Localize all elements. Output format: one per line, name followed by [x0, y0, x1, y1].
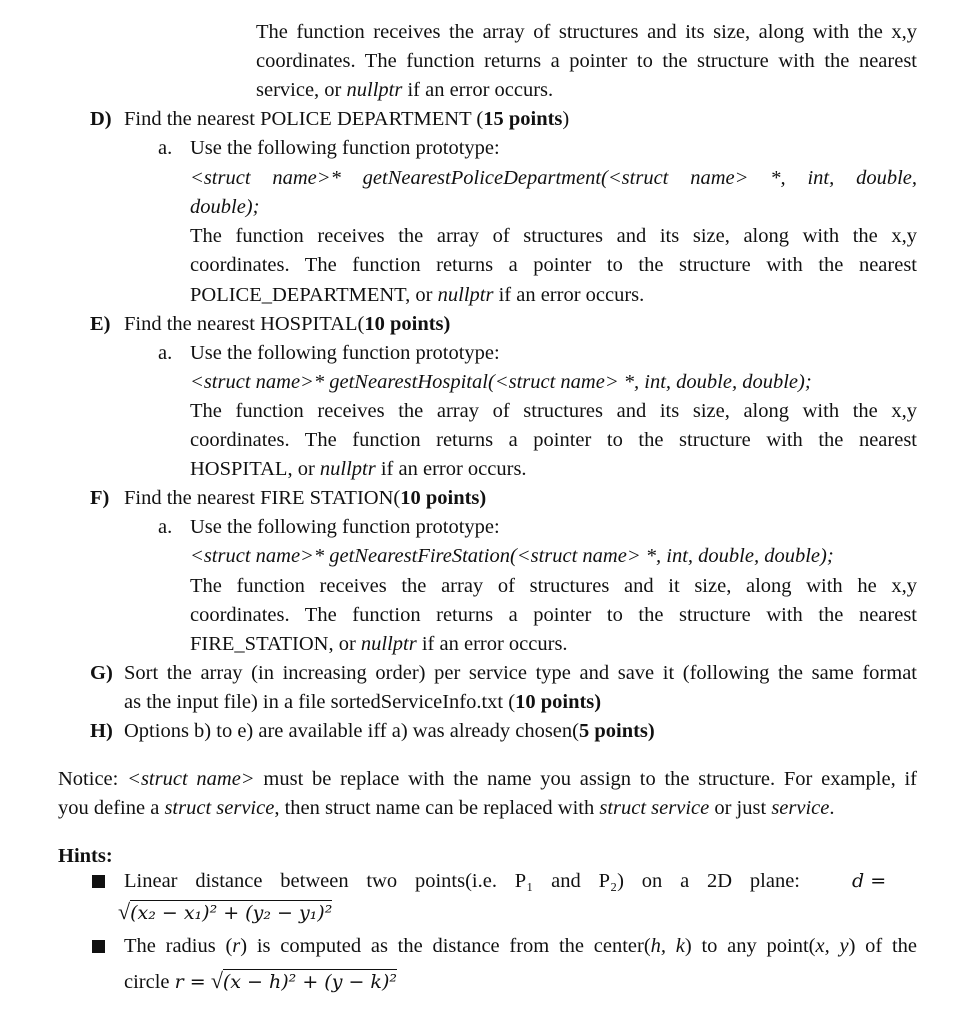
section-d-label: D) [90, 108, 112, 130]
hint-1-radicand: (x₂ − x₁)² + (y₂ − y₁)² [130, 902, 333, 924]
section-e-title-end: ) [443, 313, 451, 335]
section-f-sublabel: a. [158, 516, 173, 538]
section-d-desc-3a: POLICE_DEPARTMENT, or [190, 284, 438, 306]
hint-2-hk: h, k [650, 935, 685, 957]
section-e-desc-3c: if an error occurs. [375, 458, 527, 480]
section-h-text [124, 717, 655, 746]
section-g-line-1: Sort the array (in increasing order) per service type and save it (following the same format [124, 662, 917, 684]
sqrt-icon-1 [118, 897, 332, 928]
section-d-proto-text-2: double); [190, 196, 260, 218]
sqrt-icon-2 [211, 966, 397, 997]
section-d-title-end: ) [562, 108, 570, 130]
section-f-proto-text-1: <struct name>* getNearestFireStation(<struct name> *, int, double, double); [190, 545, 834, 567]
hint-2-circle-label: circle [124, 971, 175, 993]
section-e-prototype-1 [190, 368, 812, 397]
notice-line-2 [58, 794, 834, 823]
section-h-label: H) [90, 720, 113, 742]
hint-2-r-equals: r = [174, 971, 206, 993]
section-f-points: 10 points [400, 487, 480, 509]
section-f-title [124, 484, 486, 513]
section-f-title-text: Find the nearest FIRE STATION( [124, 487, 401, 509]
section-e-sublabel: a. [158, 342, 173, 364]
section-e-desc-1: The function receives the array of structures and its size, along with the x,y [190, 400, 917, 422]
notice-text-2: you define a [58, 797, 165, 819]
section-e-points: 10 points [364, 313, 444, 335]
bullet-icon-1 [92, 875, 105, 888]
intro-text-2: coordinates. The function returns a pointer to the structure with the nearest [256, 50, 917, 72]
hint-2-xy: x, y [815, 935, 849, 957]
hint-1-eq [852, 867, 886, 896]
section-f-title-end: ) [479, 487, 487, 509]
section-e-title [124, 310, 450, 339]
section-d-desc-1: The function receives the array of structures and its size, along with the x,y [190, 225, 917, 247]
radical-sign-icon-2: √ [210, 968, 223, 993]
hint-1-d-equals: d = [852, 870, 887, 892]
notice-prefix: Notice: [58, 768, 128, 790]
section-g-line-2a: as the input file) in a file sortedServiceInfo.txt ( [124, 691, 516, 713]
hints-title: Hints: [58, 845, 113, 867]
section-e-desc-3a: HOSPITAL, or [190, 458, 320, 480]
section-h-text-c: ) [647, 720, 655, 742]
radical-sign-icon: √ [118, 899, 131, 924]
section-h-text-a: Options b) to e) are available iff a) was already chosen( [124, 720, 579, 742]
notice-line-1 [58, 765, 917, 794]
intro-text-3c: if an error occurs. [402, 79, 554, 101]
hint-2-line-1 [124, 932, 917, 961]
notice-text-1: must be replace with the name you assign to the structure. For example, if [254, 768, 917, 790]
section-f-desc-3c: if an error occurs. [416, 633, 568, 655]
section-d-title [124, 105, 569, 134]
hint-2-radicand: (x − h)² + (y − k)² [222, 971, 397, 993]
notice-struct-name: <struct name> [127, 768, 255, 790]
notice-text-4: or just [709, 797, 772, 819]
hint-2-text-a: The radius ( [124, 935, 233, 957]
section-e-label: E) [90, 313, 111, 335]
hint-1-line-1: Linear distance between two points(i.e. P₁ and P₂) on a 2D plane: [124, 870, 800, 892]
intro-line-1 [256, 18, 917, 47]
section-f-desc-3 [190, 630, 568, 659]
section-g-line-2c: ) [594, 691, 602, 713]
section-g-points: 10 points [515, 691, 595, 713]
section-d-subtext: Use the following function prototype: [190, 137, 500, 159]
intro-line-3 [256, 76, 917, 105]
hint-2-text-d: ) of the [848, 935, 918, 957]
intro-line-2 [256, 47, 917, 76]
notice-text-3: , then struct name can be replaced with [274, 797, 600, 819]
section-e-proto-text-1: <struct name>* getNearestHospital(<struct name> *, int, double, double); [190, 371, 812, 393]
section-f-desc-2: coordinates. The function returns a pointer to the structure with the nearest [190, 604, 917, 626]
section-d-prototype-2 [190, 193, 259, 222]
section-f-nullptr: nullptr [360, 633, 417, 655]
intro-text-3a: service, or [256, 79, 347, 101]
section-f-prototype-1 [190, 542, 834, 571]
bullet-icon-2 [92, 940, 105, 953]
hint-1-formula [118, 897, 332, 928]
section-d-sublabel: a. [158, 137, 173, 159]
section-d-title-text: Find the nearest POLICE DEPARTMENT ( [124, 108, 484, 130]
section-d-prototype-1 [190, 164, 917, 193]
section-f-subtext: Use the following function prototype: [190, 516, 500, 538]
section-h-points: 5 points [578, 720, 648, 742]
hint-2-line-2 [124, 966, 397, 997]
section-d-proto-text-1: <struct name>* getNearestPoliceDepartment(<struct name> *, int, double, [190, 167, 917, 189]
section-e-nullptr: nullptr [319, 458, 376, 480]
section-e-desc-2: coordinates. The function returns a pointer to the structure with the nearest [190, 429, 917, 451]
section-e-title-text: Find the nearest HOSPITAL( [124, 313, 365, 335]
hint-2-r: r [232, 935, 241, 957]
section-e-desc-3 [190, 455, 527, 484]
notice-service: service [771, 797, 830, 819]
section-g-line-2 [124, 688, 601, 717]
section-f-label: F) [90, 487, 110, 509]
section-e-subtext: Use the following function prototype: [190, 342, 500, 364]
section-d-points: 15 points [483, 108, 563, 130]
notice-struct-service-1: struct service [164, 797, 275, 819]
intro-text-1: The function receives the array of structures and its size, along with the x,y [256, 21, 917, 43]
section-d-desc-3c: if an error occurs. [493, 284, 645, 306]
section-f-desc-3a: FIRE_STATION, or [190, 633, 361, 655]
section-g-label: G) [90, 662, 113, 684]
notice-period: . [829, 797, 835, 819]
hint-2-text-b: ) is computed as the distance from the center( [240, 935, 651, 957]
section-d-desc-3 [190, 281, 644, 310]
hint-2-text-c: ) to any point( [684, 935, 816, 957]
section-d-desc-2: coordinates. The function returns a pointer to the structure with the nearest [190, 254, 917, 276]
section-d-nullptr: nullptr [437, 284, 494, 306]
nullptr-keyword: nullptr [346, 79, 403, 101]
notice-struct-service-2: struct service [599, 797, 710, 819]
section-f-desc-1: The function receives the array of structures and it size, along with he x,y [190, 575, 917, 597]
